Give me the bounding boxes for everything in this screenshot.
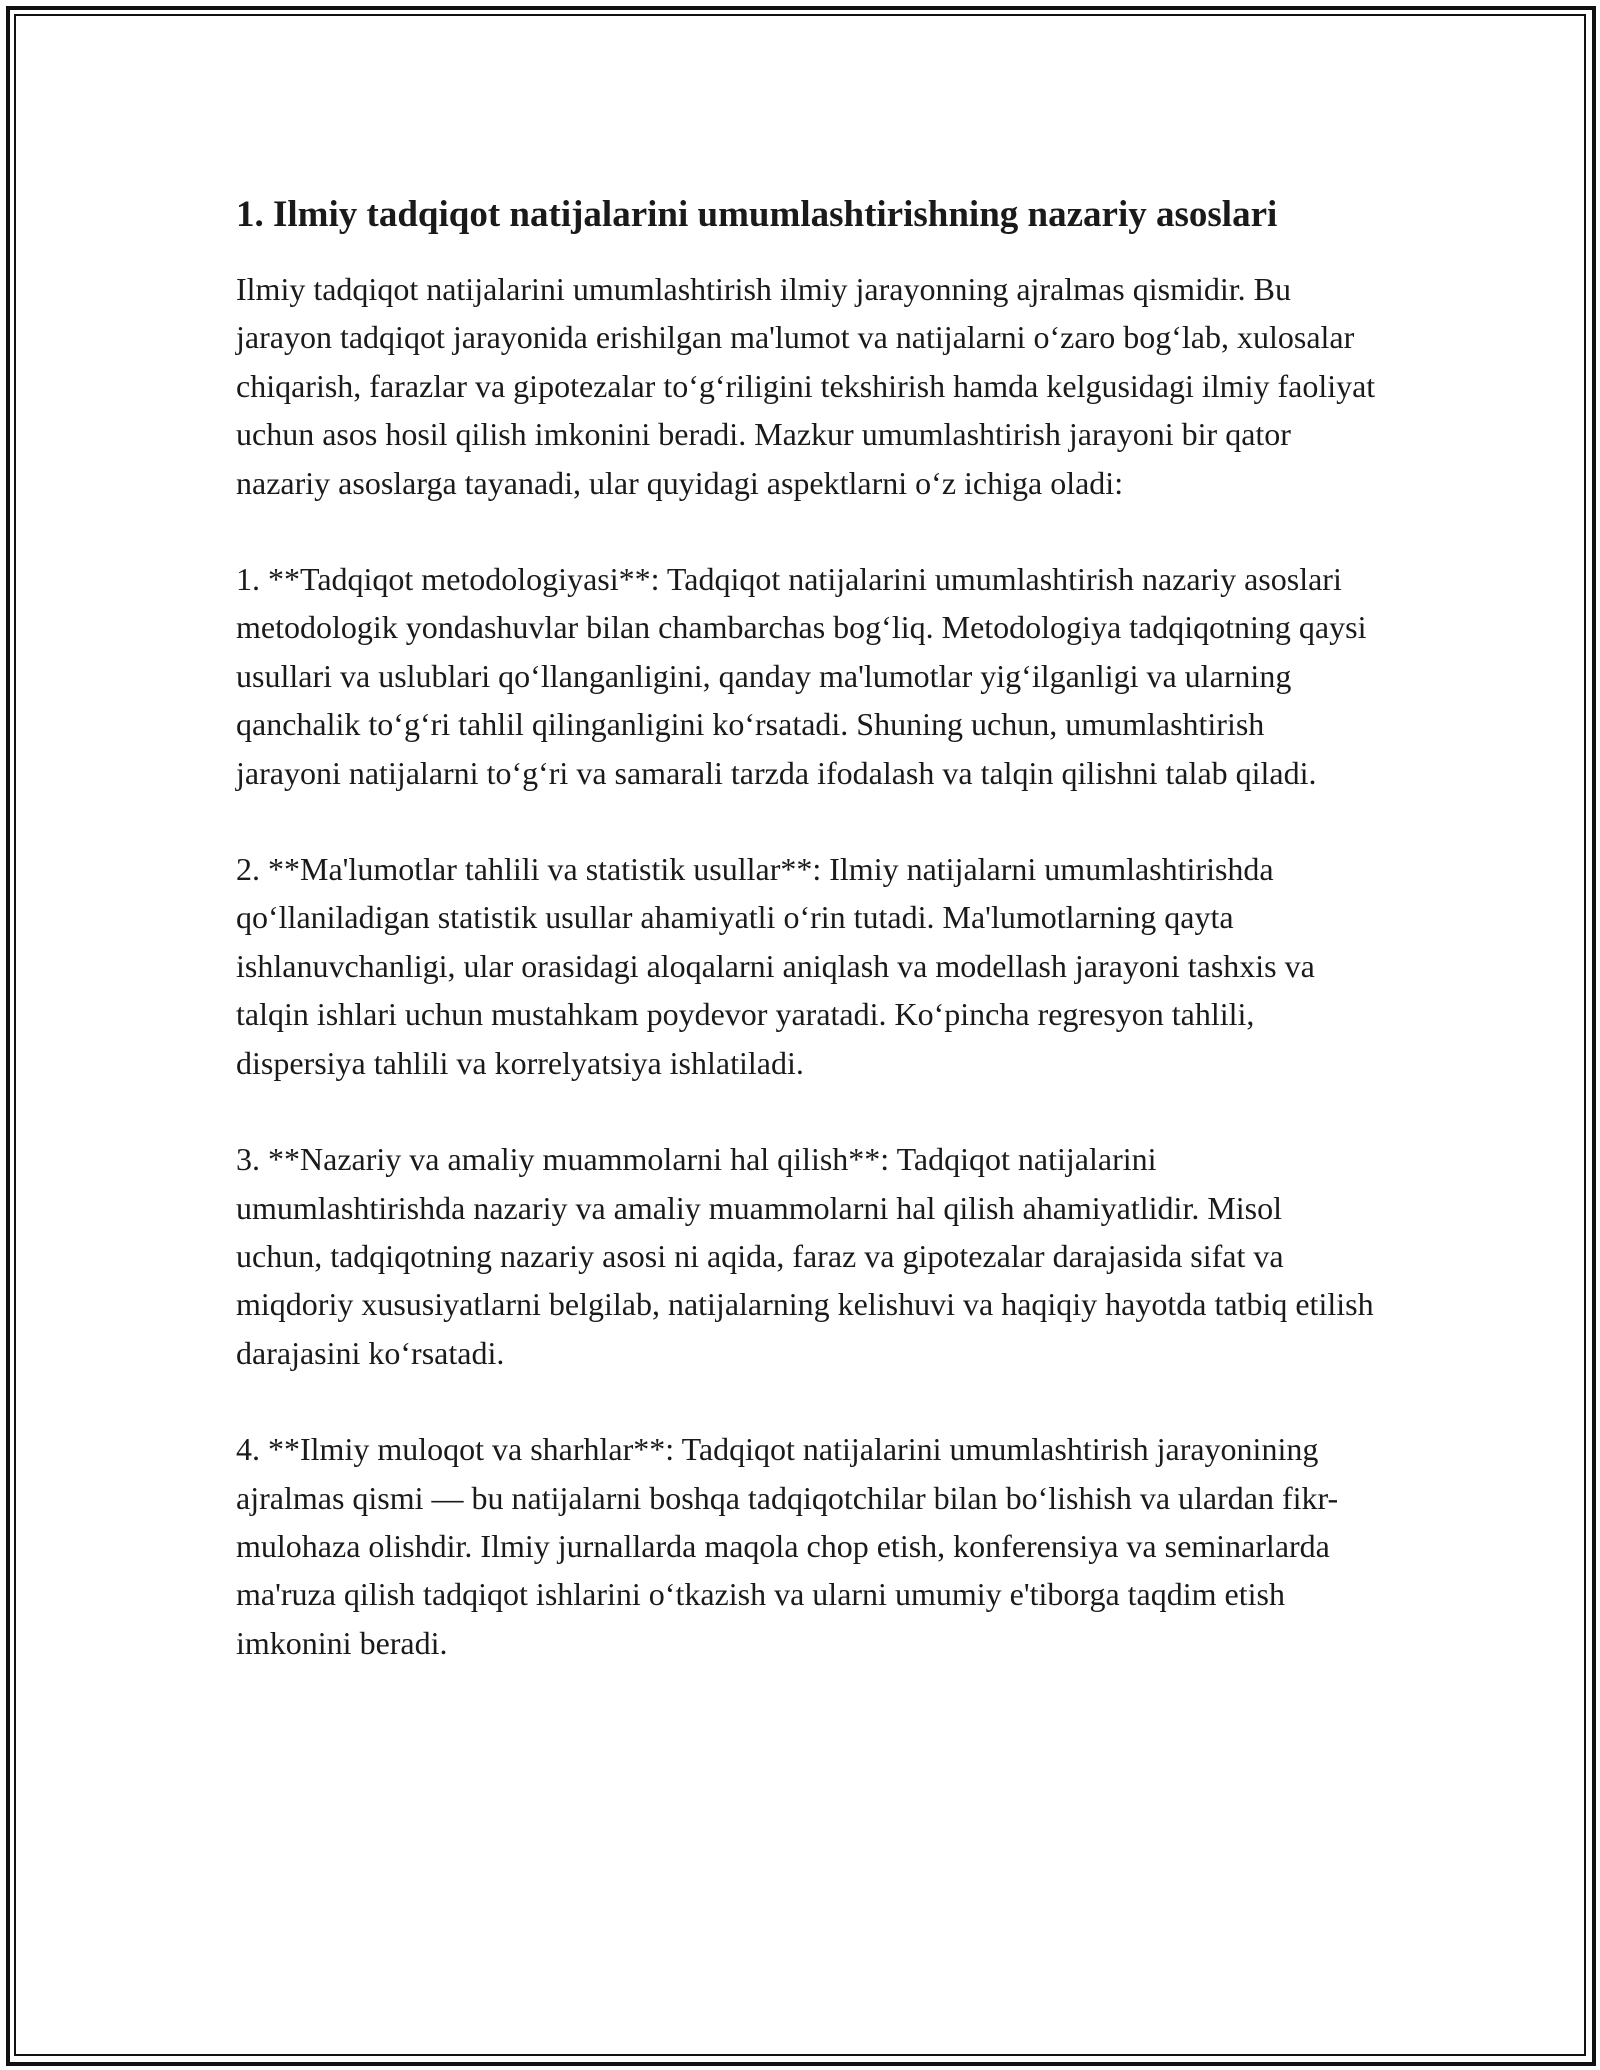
list-item-data-analysis: 2. **Ma'lumotlar tahlili va statistik usullar**: Ilmiy natijalarni umumlashtirishda qo‘llaniladigan statistik usullar ahamiyatli o‘rin tutadi. Ma'lumotlarning qayta ishlanuvchanligi, ular orasidagi aloqalarni aniqlash va modellash jarayoni tashxis va talqin ishlari uchun mustahkam poydevor yaratadi. Ko‘pincha regresyon tahlili, dispersiya tahlili va korrelyatsiya ishlatiladi. (236, 851, 1315, 1081)
section-title: 1. Ilmiy tadqiqot natijalarini umumlashtirishning nazariy asoslari (236, 194, 1278, 235)
list-item-problem-solving: 3. **Nazariy va amaliy muammolarni hal qilish**: Tadqiqot natijalarini umumlashtirishda nazariy va amaliy muammolarni hal qilish ahamiyatlidir. Misol uchun, tadqiqotning nazariy asosi ni aqida, faraz va gipotezalar darajasida sifat va miqdoriy xususiyatlarni belgilab, natijalarning kelishuvi va haqiqiy hayotda tatbiq etilish darajasini ko‘rsatadi. (236, 1141, 1374, 1371)
intro-paragraph: Ilmiy tadqiqot natijalarini umumlashtirish ilmiy jarayonning ajralmas qismidir. Bu jarayon tadqiqot jarayonida erishilgan ma'lumot va natijalarni o‘zaro bog‘lab, xulosalar chiqarish, farazlar va gipotezalar to‘g‘riligini tekshirish hamda kelgusidagi ilmiy faoliyat uchun asos hosil qilish imkonini beradi. Mazkur umumlashtirish jarayoni bir qator nazariy asoslarga tayanadi, ular quyidagi aspektlarni o‘z ichiga oladi: (236, 271, 1376, 501)
list-item-scientific-communication: 4. **Ilmiy muloqot va sharhlar**: Tadqiqot natijalarini umumlashtirish jarayonining ajralmas qismi — bu natijalarni boshqa tadqiqotchilar bilan bo‘lishish va ulardan fikr-mulohaza olishdir. Ilmiy jurnallarda maqola chop etish, konferensiya va seminarlarda ma'ruza qilish tadqiqot ishlarini o‘tkazish va ularni umumiy e'tiborga taqdim etish imkonini beradi. (236, 1431, 1339, 1661)
document-body (236, 188, 1376, 1667)
list-item-methodology: 1. **Tadqiqot metodologiyasi**: Tadqiqot natijalarini umumlashtirish nazariy asoslari metodologik yondashuvlar bilan chambarchas bog‘liq. Metodologiya tadqiqotning qaysi usullari va uslublari qo‘llanganligini, qanday ma'lumotlar yig‘ilganligi va ularning qanchalik to‘g‘ri tahlil qilinganligini ko‘rsatadi. Shuning uchun, umumlashtirish jarayoni natijalarni to‘g‘ri va samarali tarzda ifodalash va talqin qilishni talab qiladi. (236, 561, 1367, 791)
